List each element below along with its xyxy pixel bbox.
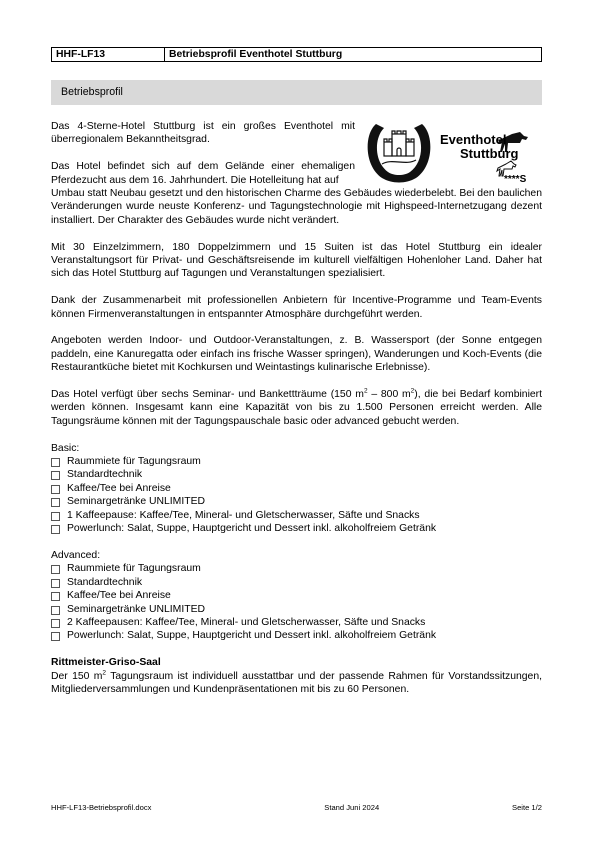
page-footer	[51, 803, 542, 812]
footer-page: Seite 1/2	[512, 803, 542, 812]
checkbox-icon	[51, 579, 60, 588]
header-code: HHF-LF13	[52, 48, 165, 61]
paragraph-rooms: Mit 30 Einzelzimmern, 180 Doppelzimmern und 15 Suiten ist das Hotel Stuttburg ein idealer Veranstaltungsort für Privat- und Geschäftsreisende im kulturell vielfältigen Hohenloher Land. Daher hat sich das Hotel Stuttburg auf Tagungen und Veranstaltungen spezialisiert.	[51, 241, 542, 280]
list-item: Standardtechnik	[51, 468, 542, 481]
checkbox-icon	[51, 512, 60, 521]
basic-title: Basic:	[51, 442, 80, 454]
paragraph-partners: Dank der Zusammenarbeit mit professionellen Anbietern für Incentive-Programme und Team-Events können Firmenveranstaltungen in entspannter Atmosphäre durchgeführt werden.	[51, 295, 542, 320]
checkbox-icon	[51, 485, 60, 494]
checkbox-icon	[51, 458, 60, 467]
list-item: Kaffee/Tee bei Anreise	[51, 589, 542, 602]
list-item: Seminargetränke UNLIMITED	[51, 495, 542, 508]
footer-status: Stand Juni 2024	[324, 803, 380, 812]
section-title: Betriebsprofil	[51, 80, 542, 105]
list-item: Powerlunch: Salat, Suppe, Hauptgericht und Dessert inkl. alkoholfreiem Getränk	[51, 629, 542, 642]
header-title: Betriebsprofil Eventhotel Stuttburg	[169, 49, 343, 60]
checkbox-icon	[51, 525, 60, 534]
checkbox-icon	[51, 565, 60, 574]
logo-line1: Eventhotel	[440, 132, 507, 147]
hotel-logo	[362, 120, 542, 184]
list-item: Seminargetränke UNLIMITED	[51, 603, 542, 616]
list-item: Kaffee/Tee bei Anreise	[51, 482, 542, 495]
list-item: Powerlunch: Salat, Suppe, Hauptgericht und Dessert inkl. alkoholfreiem Getränk	[51, 522, 542, 535]
list-item: 2 Kaffeepausen: Kaffee/Tee, Mineral- und Gletscherwasser, Säfte und Snacks	[51, 616, 542, 629]
paragraph-history: Das Hotel befindet sich auf dem Gelände einer ehemaligen Pferdezucht aus dem 16. Jahrhundert. Die Hotelleitung hat auf Umbau statt Neubau gesetzt und den historischen Charme des Gebäudes wiederbelebt. Bei den baulichen Veränderungen wurde neuste Konferenz- und Tagungstechnologie mit Highspeed-Internetzugang dezent installiert. Der Charakter des Gebäudes wurde nicht verändert.	[51, 161, 542, 226]
paragraph-events: Angeboten werden Indoor- und Outdoor-Veranstaltungen, z. B. Wassersport (der Sonne entgegen paddeln, eine Kanuregatta oder einfach ins frische Wasser springen), Wanderungen und Koch-Events (die Restaurantküche bietet mit Kochkursen und Weintastings kulinarische Erlebnisse).	[51, 335, 542, 374]
checkbox-icon	[51, 619, 60, 628]
checkbox-icon	[51, 592, 60, 601]
logo-line2: Stuttburg	[460, 146, 519, 161]
logo-stars: ****S	[504, 174, 527, 184]
list-item: Standardtechnik	[51, 576, 542, 589]
list-item: Raummiete für Tagungsraum	[51, 455, 542, 468]
checkbox-icon	[51, 632, 60, 641]
list-item: Raummiete für Tagungsraum	[51, 562, 542, 575]
checkbox-icon	[51, 606, 60, 615]
footer-filename: HHF-LF13-Betriebsprofil.docx	[51, 803, 152, 812]
checkbox-icon	[51, 498, 60, 507]
document-header	[51, 47, 542, 62]
paragraph-intro: Das 4-Sterne-Hotel Stuttburg ist ein großes Eventhotel mit überregionalem Bekanntheitsgrad.	[51, 121, 355, 146]
castle-icon	[382, 131, 416, 164]
room-description: Der 150 $m^2$ Tagungsraum ist individuell ausstattbar und der passende Rahmen für Vorstandssitzungen, Mitgliederversammlungen und Kundenpräsentationen mit bis zu 60 Personen.	[51, 669, 542, 695]
room-heading: Rittmeister-Griso-Saal	[51, 657, 161, 669]
basic-package-list	[51, 442, 542, 536]
document-body	[51, 120, 542, 710]
checkbox-icon	[51, 471, 60, 480]
list-item: 1 Kaffeepause: Kaffee/Tee, Mineral- und Gletscherwasser, Säfte und Snacks	[51, 509, 542, 522]
paragraph-capacity: Das Hotel verfügt über sechs Seminar- und Bankettträume (150 $m^2 - 800$ $m^2$), die bei Bedarf kombiniert werden können. Insgesamt kann eine Kapazität von bis zu 1.500 Personen erreicht werden. Alle Tagungsräume können mit der Tagungspauschale basic oder advanced gebucht werden.	[51, 387, 543, 427]
advanced-package-list	[51, 549, 542, 643]
advanced-title: Advanced:	[51, 549, 101, 561]
